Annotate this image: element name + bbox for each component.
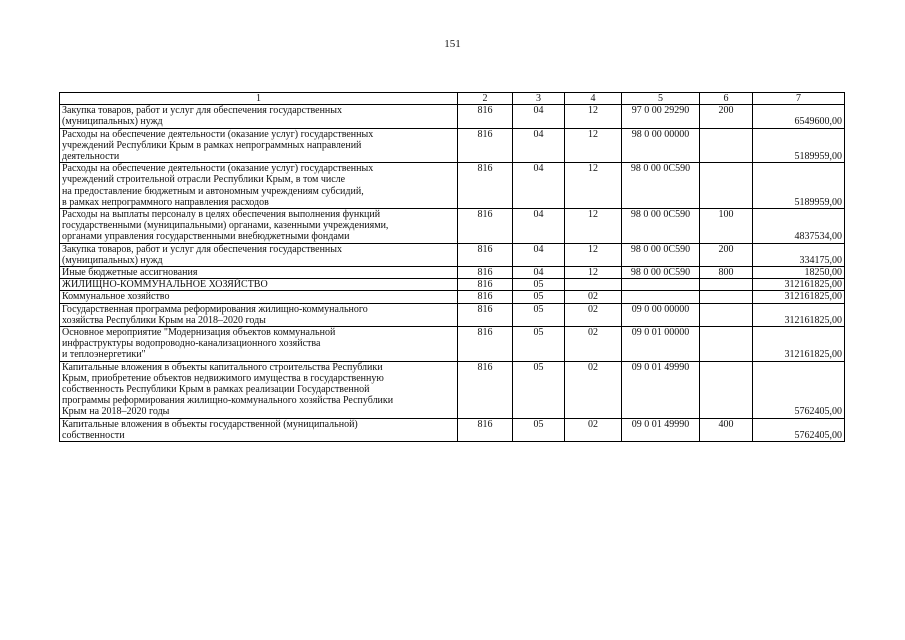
section-code-cell — [513, 361, 565, 418]
section-code-cell-text: 05 — [533, 279, 544, 291]
amount-cell — [753, 209, 845, 244]
department-code-cell — [458, 418, 513, 441]
expense-name-cell — [60, 361, 458, 418]
department-code-cell — [458, 243, 513, 266]
subsection-code-cell-text: 12 — [588, 163, 598, 175]
section-code-cell — [513, 128, 565, 163]
target-article-cell — [622, 418, 700, 441]
expense-name-cell — [60, 303, 458, 326]
expense-name-cell-text: Коммунальное хозяйство — [62, 291, 170, 303]
section-code-cell — [513, 209, 565, 244]
section-code-cell-text: 04 — [533, 243, 544, 255]
table-row — [60, 105, 845, 128]
section-code-cell — [513, 291, 565, 303]
expense-type-cell — [700, 327, 753, 362]
section-code-cell-text: 05 — [533, 361, 544, 373]
subsection-code-cell-text: 02 — [588, 291, 598, 303]
expense-type-cell — [700, 279, 753, 291]
subsection-code-cell — [565, 243, 622, 266]
expense-name-cell-text: Основное мероприятие "Модернизация объектов коммунальной инфраструктуры водопроводно-канализационного хозяйства и теплоэнергетики" — [62, 327, 336, 361]
section-code-cell-text: 04 — [533, 105, 544, 117]
target-article-cell — [622, 243, 700, 266]
section-code-cell-text: 05 — [533, 291, 544, 303]
target-article-cell — [622, 327, 700, 362]
amount-cell — [753, 303, 845, 326]
amount-cell-text: 5762405,00 — [794, 406, 842, 418]
expense-name-cell-text: Расходы на обеспечение деятельности (оказание услуг) государственных учреждений строительной отрасли Республики Крым, в том числе на предоставление бюджетным и автономным учреждениям субсидий, в рамках непрограммного направления расходов — [62, 163, 374, 208]
target-article-cell — [622, 279, 700, 291]
table-row — [60, 163, 845, 209]
page-number: 151 — [444, 38, 461, 50]
expense-type-cell — [700, 418, 753, 441]
amount-cell-text: 5189959,00 — [794, 196, 842, 208]
subsection-code-cell-text: 12 — [588, 243, 598, 255]
header-cell: 6 — [700, 93, 753, 105]
subsection-code-cell-text: 02 — [588, 303, 598, 315]
department-code-cell — [458, 163, 513, 209]
table-row — [60, 418, 845, 441]
section-code-cell — [513, 163, 565, 209]
amount-cell-text: 312161825,00 — [784, 291, 842, 303]
expense-type-cell-text: 100 — [718, 209, 734, 221]
department-code-cell — [458, 291, 513, 303]
amount-cell — [753, 105, 845, 128]
amount-cell-text: 334175,00 — [799, 254, 842, 266]
table-row — [60, 267, 845, 279]
header-cell: 1 — [60, 93, 458, 105]
target-article-cell — [622, 267, 700, 279]
subsection-code-cell — [565, 361, 622, 418]
department-code-cell — [458, 128, 513, 163]
department-code-cell-text: 816 — [477, 209, 493, 221]
amount-cell-text: 312161825,00 — [784, 314, 842, 326]
expense-type-cell — [700, 163, 753, 209]
expense-name-cell-text: Расходы на выплаты персоналу в целях обеспечения выполнения функций государственными (муниципальными) органами, казенными учреждениями, органами управления государственными внебюджетными фондами — [62, 209, 389, 243]
expense-name-cell — [60, 243, 458, 266]
subsection-code-cell — [565, 128, 622, 163]
section-code-cell — [513, 105, 565, 128]
header-cell: 3 — [513, 93, 565, 105]
amount-cell-text: 5762405,00 — [794, 429, 842, 441]
header-cell: 7 — [753, 93, 845, 105]
header-cell: 4 — [565, 93, 622, 105]
department-code-cell — [458, 279, 513, 291]
department-code-cell — [458, 327, 513, 362]
amount-cell — [753, 361, 845, 418]
subsection-code-cell — [565, 291, 622, 303]
target-article-cell-text: 98 0 00 00000 — [631, 128, 690, 140]
expense-type-cell — [700, 361, 753, 418]
amount-cell — [753, 163, 845, 209]
expense-name-cell — [60, 279, 458, 291]
target-article-cell-text: 97 0 00 29290 — [631, 105, 690, 117]
expense-type-cell-text: 200 — [718, 243, 734, 255]
expense-name-cell-text: Расходы на обеспечение деятельности (оказание услуг) государственных учреждений Республики Крым в рамках непрограммных направлений деятельности — [62, 128, 374, 163]
table-row — [60, 327, 845, 362]
section-code-cell-text: 04 — [533, 128, 544, 140]
expense-name-cell — [60, 128, 458, 163]
amount-cell-text: 312161825,00 — [784, 349, 842, 361]
department-code-cell-text: 816 — [477, 243, 493, 255]
amount-cell — [753, 243, 845, 266]
target-article-cell-text: 09 0 00 00000 — [631, 303, 690, 315]
expense-name-cell-text: Капитальные вложения в объекты государственной (муниципальной) собственности — [62, 418, 358, 441]
section-code-cell — [513, 267, 565, 279]
expense-type-cell — [700, 128, 753, 163]
target-article-cell-text: 98 0 00 0С590 — [630, 243, 691, 255]
section-code-cell-text: 04 — [533, 267, 544, 279]
subsection-code-cell-text: 02 — [588, 361, 598, 373]
expense-type-cell-text: 200 — [718, 105, 734, 117]
subsection-code-cell — [565, 327, 622, 362]
expense-name-cell-text: ЖИЛИЩНО-КОММУНАЛЬНОЕ ХОЗЯЙСТВО — [62, 279, 268, 291]
amount-cell — [753, 279, 845, 291]
expense-name-cell-text: Капитальные вложения в объекты капитального строительства Республики Крым, приобретение объектов недвижимого имущества в государственную собственность Республики Крым в рамках реализации Государственной программы реформирования жилищно-коммунального хозяйства Республики Крым на 2018–2020 годы — [62, 361, 394, 418]
table-row — [60, 128, 845, 163]
subsection-code-cell-text: 12 — [588, 209, 598, 221]
target-article-cell-text: 09 0 01 49990 — [631, 361, 690, 373]
expense-name-cell — [60, 327, 458, 362]
expense-name-cell — [60, 291, 458, 303]
target-article-cell-text: 09 0 01 00000 — [631, 327, 690, 339]
expense-name-cell-text: Государственная программа реформирования жилищно-коммунального хозяйства Республики Крым на 2018–2020 годы — [62, 303, 368, 326]
amount-cell — [753, 291, 845, 303]
department-code-cell-text: 816 — [477, 291, 493, 303]
subsection-code-cell-text: 02 — [588, 418, 598, 430]
subsection-code-cell — [565, 418, 622, 441]
department-code-cell-text: 816 — [477, 267, 493, 279]
subsection-code-cell-text: 12 — [588, 267, 598, 279]
section-code-cell-text: 04 — [533, 163, 544, 175]
department-code-cell-text: 816 — [477, 279, 493, 291]
subsection-code-cell — [565, 279, 622, 291]
target-article-cell-text: 98 0 00 0С590 — [630, 267, 691, 279]
subsection-code-cell-text: 12 — [588, 105, 598, 117]
subsection-code-cell — [565, 267, 622, 279]
expense-name-cell-text: Иные бюджетные ассигнования — [62, 267, 198, 279]
section-code-cell — [513, 418, 565, 441]
department-code-cell — [458, 267, 513, 279]
amount-cell-text: 5189959,00 — [794, 151, 842, 163]
table-row — [60, 279, 845, 291]
department-code-cell-text: 816 — [477, 418, 493, 430]
section-code-cell — [513, 243, 565, 266]
department-code-cell — [458, 361, 513, 418]
target-article-cell — [622, 163, 700, 209]
expense-name-cell — [60, 267, 458, 279]
target-article-cell — [622, 128, 700, 163]
amount-cell — [753, 418, 845, 441]
department-code-cell-text: 816 — [477, 105, 493, 117]
table-row — [60, 303, 845, 326]
target-article-cell-text: 09 0 01 49990 — [631, 418, 690, 430]
section-code-cell-text: 04 — [533, 209, 544, 221]
expense-type-cell-text: 400 — [718, 418, 734, 430]
target-article-cell — [622, 303, 700, 326]
section-code-cell — [513, 327, 565, 362]
section-code-cell-text: 05 — [533, 327, 544, 339]
table-row — [60, 291, 845, 303]
header-cell: 2 — [458, 93, 513, 105]
amount-cell-text: 6549600,00 — [794, 116, 842, 128]
table-header-row — [60, 93, 845, 105]
subsection-code-cell — [565, 303, 622, 326]
expense-name-cell — [60, 418, 458, 441]
section-code-cell — [513, 303, 565, 326]
department-code-cell-text: 816 — [477, 361, 493, 373]
target-article-cell-text: 98 0 00 0С590 — [630, 163, 691, 175]
department-code-cell-text: 816 — [477, 163, 493, 175]
expense-name-cell — [60, 163, 458, 209]
department-code-cell — [458, 303, 513, 326]
expense-name-cell-text: Закупка товаров, работ и услуг для обеспечения государственных (муниципальных) нужд — [62, 105, 343, 128]
expense-type-cell — [700, 267, 753, 279]
amount-cell-text: 4837534,00 — [794, 231, 842, 243]
expense-type-cell — [700, 105, 753, 128]
section-code-cell-text: 05 — [533, 418, 544, 430]
amount-cell-text: 312161825,00 — [784, 279, 842, 291]
table-row — [60, 243, 845, 266]
department-code-cell-text: 816 — [477, 128, 493, 140]
subsection-code-cell-text: 12 — [588, 128, 598, 140]
expense-type-cell-text: 800 — [718, 267, 734, 279]
amount-cell-text: 18250,00 — [804, 267, 842, 279]
amount-cell — [753, 267, 845, 279]
expense-name-cell — [60, 105, 458, 128]
budget-table — [59, 92, 845, 442]
header-cell: 5 — [622, 93, 700, 105]
table-row — [60, 361, 845, 418]
expense-type-cell — [700, 243, 753, 266]
department-code-cell-text: 816 — [477, 327, 493, 339]
department-code-cell — [458, 209, 513, 244]
amount-cell — [753, 128, 845, 163]
target-article-cell — [622, 105, 700, 128]
target-article-cell — [622, 209, 700, 244]
expense-type-cell — [700, 291, 753, 303]
subsection-code-cell — [565, 105, 622, 128]
department-code-cell-text: 816 — [477, 303, 493, 315]
subsection-code-cell — [565, 209, 622, 244]
expense-type-cell — [700, 209, 753, 244]
subsection-code-cell — [565, 163, 622, 209]
department-code-cell — [458, 105, 513, 128]
expense-type-cell — [700, 303, 753, 326]
section-code-cell — [513, 279, 565, 291]
target-article-cell-text: 98 0 00 0С590 — [630, 209, 691, 221]
subsection-code-cell-text: 02 — [588, 327, 598, 339]
amount-cell — [753, 327, 845, 362]
expense-name-cell-text: Закупка товаров, работ и услуг для обеспечения государственных (муниципальных) нужд — [62, 243, 343, 266]
target-article-cell — [622, 291, 700, 303]
target-article-cell — [622, 361, 700, 418]
expense-name-cell — [60, 209, 458, 244]
section-code-cell-text: 05 — [533, 303, 544, 315]
table-row — [60, 209, 845, 244]
